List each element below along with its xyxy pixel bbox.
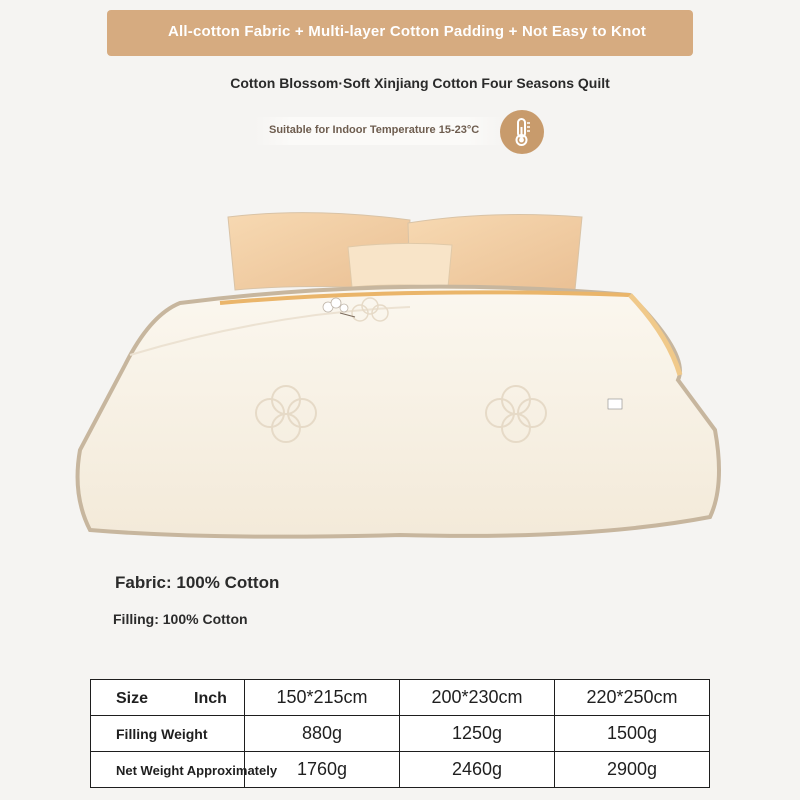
net-weight-cell: 2460g [400, 752, 555, 788]
pillow-small [348, 243, 452, 287]
size-cell: 150*215cm [245, 680, 400, 716]
size-cell: 220*250cm [555, 680, 710, 716]
net-weight-header-cell [91, 752, 278, 788]
product-subtitle: Cotton Blossom·Soft Xinjiang Cotton Four Seasons Quilt [230, 75, 610, 91]
quilt-body [78, 287, 719, 537]
filling-weight-header-cell [91, 716, 245, 752]
feature-banner-text: All-cotton Fabric + Multi-layer Cotton Padding + Not Easy to Knot [168, 23, 647, 40]
label-tag [608, 399, 622, 409]
table-row-size [91, 680, 710, 716]
size-cell: 200*230cm [400, 680, 555, 716]
temperature-note [254, 117, 504, 145]
filling-weight-header: Filling Weight [116, 726, 208, 742]
size-header: Size [116, 690, 149, 707]
filling-weight-cell: 880g [245, 716, 400, 752]
filling-weight-cell: 1500g [555, 716, 710, 752]
filling-weight-cell: 1250g [400, 716, 555, 752]
size-table [90, 679, 710, 788]
quilt-product-image [70, 195, 730, 545]
net-weight-cell: 2900g [555, 752, 710, 788]
size-header-cell [91, 680, 245, 716]
filling-spec: Filling: 100% Cotton [113, 611, 248, 627]
thermometer-icon [500, 110, 544, 154]
fabric-spec: Fabric: 100% Cotton [115, 573, 280, 592]
table-row-net-weight [91, 752, 710, 788]
temperature-note-text: Suitable for Indoor Temperature 15-23°C [269, 124, 480, 136]
table-row-filling-weight [91, 716, 710, 752]
feature-banner [107, 10, 693, 56]
net-weight-header: Net Weight Approximately [116, 763, 278, 778]
net-weight-cell: 1760g [245, 752, 400, 788]
inch-header: Inch [194, 690, 227, 707]
